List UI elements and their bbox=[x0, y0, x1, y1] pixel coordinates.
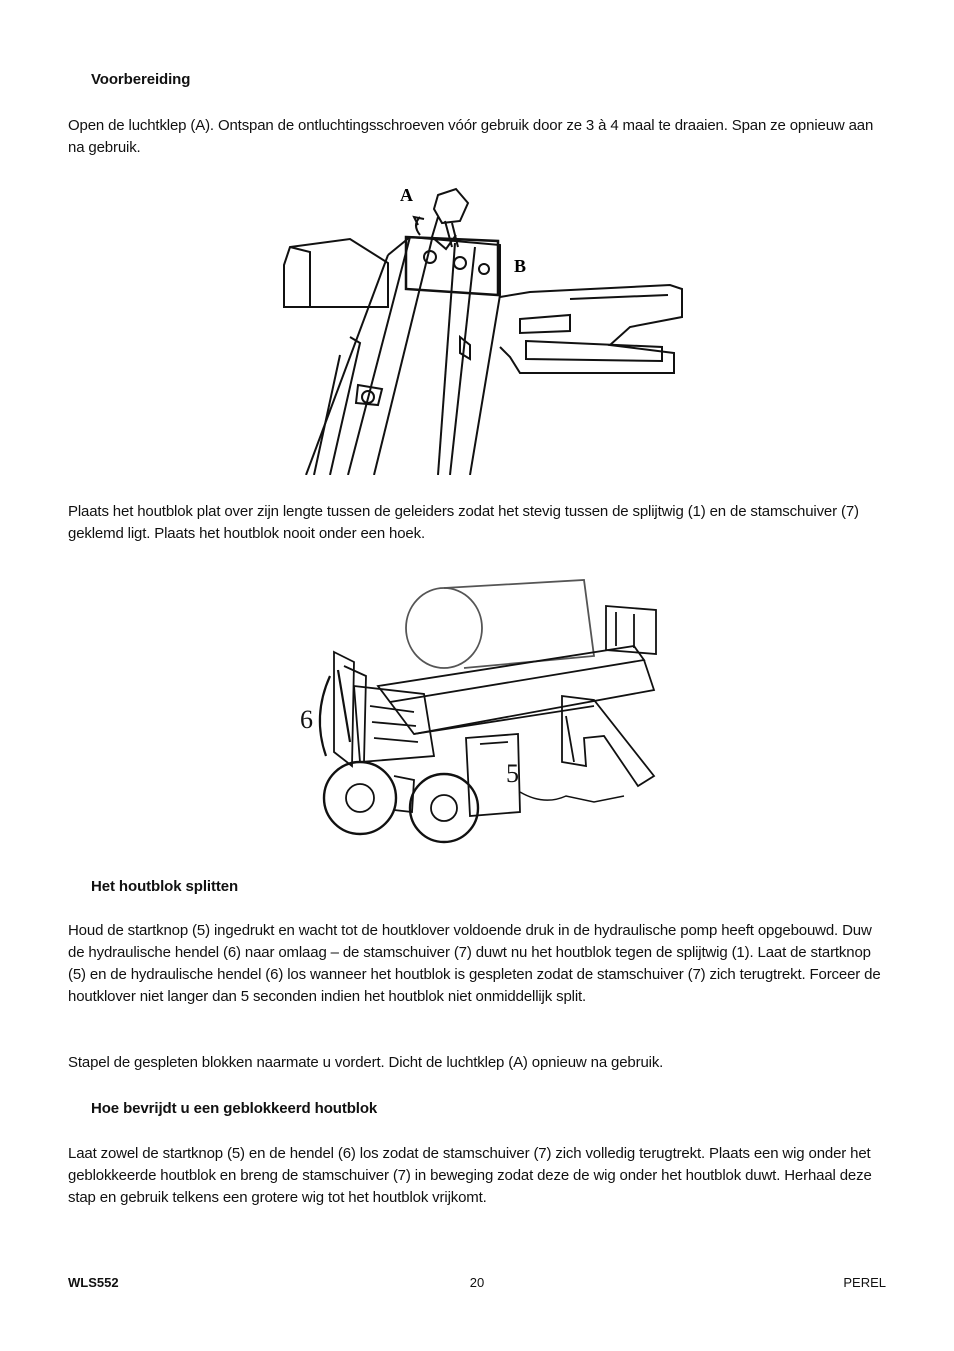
heading-voorbereiding: Voorbereiding bbox=[91, 71, 191, 88]
figure-air-valve bbox=[270, 177, 685, 475]
figure2-label-5: 5 bbox=[506, 759, 519, 788]
figure1-label-a: A bbox=[400, 185, 413, 205]
paragraph-free-log: Laat zowel de startknop (5) en de hendel (6) los zodat de stamschuiver (7) zich volledig terugtrekt. Plaats een wig onder het geblokkeerde houtblok en breng de stamschuiver (7) in beweging zodat deze de wig onder het houtblok duwt. Herhaal deze stap en gebruik telkens een grotere wig tot het houtblok vrijkomt. bbox=[68, 1145, 872, 1206]
figure1-label-b: B bbox=[514, 256, 527, 276]
footer-brand: PEREL bbox=[843, 1275, 886, 1290]
footer-model: WLS552 bbox=[68, 1275, 119, 1290]
heading-free-log: Hoe bevrijdt u een geblokkeerd houtblok bbox=[91, 1100, 378, 1117]
paragraph-split: Houd de startknop (5) ingedrukt en wacht tot de houtklover voldoende druk in de hydraulische pomp heeft opgebouwd. Duw de hydraulische hendel (6) naar omlaag – de stamschuiver (7) duwt nu het houtblok tegen de splijtwig (1). Laat de startknop (5) en de hydraulische hendel (6) los wanneer het houtblok is gespleten zodat de stamschuiver (7) zich terugtrekt. Forceer de houtklover niet langer dan 5 seconden indien het houtblok niet onmiddellijk split. bbox=[68, 922, 881, 1005]
footer-page-number: 20 bbox=[469, 1275, 485, 1290]
figure-log-splitter bbox=[294, 566, 662, 852]
paragraph-place: Plaats het houtblok plat over zijn lengte tussen de geleiders zodat het stevig tussen de splijtwig (1) en de stamschuiver (7) geklemd ligt. Plaats het houtblok nooit onder een hoek. bbox=[68, 503, 859, 542]
paragraph-prep: Open de luchtklep (A). Ontspan de ontluchtingsschroeven vóór gebruik door ze 3 à 4 maal te draaien. Span ze opnieuw aan na gebruik. bbox=[68, 117, 874, 156]
figure2-label-6: 6 bbox=[300, 705, 313, 734]
paragraph-stack: Stapel de gespleten blokken naarmate u vordert. Dicht de luchtklep (A) opnieuw na gebruik. bbox=[68, 1054, 664, 1071]
heading-split: Het houtblok splitten bbox=[91, 878, 239, 895]
